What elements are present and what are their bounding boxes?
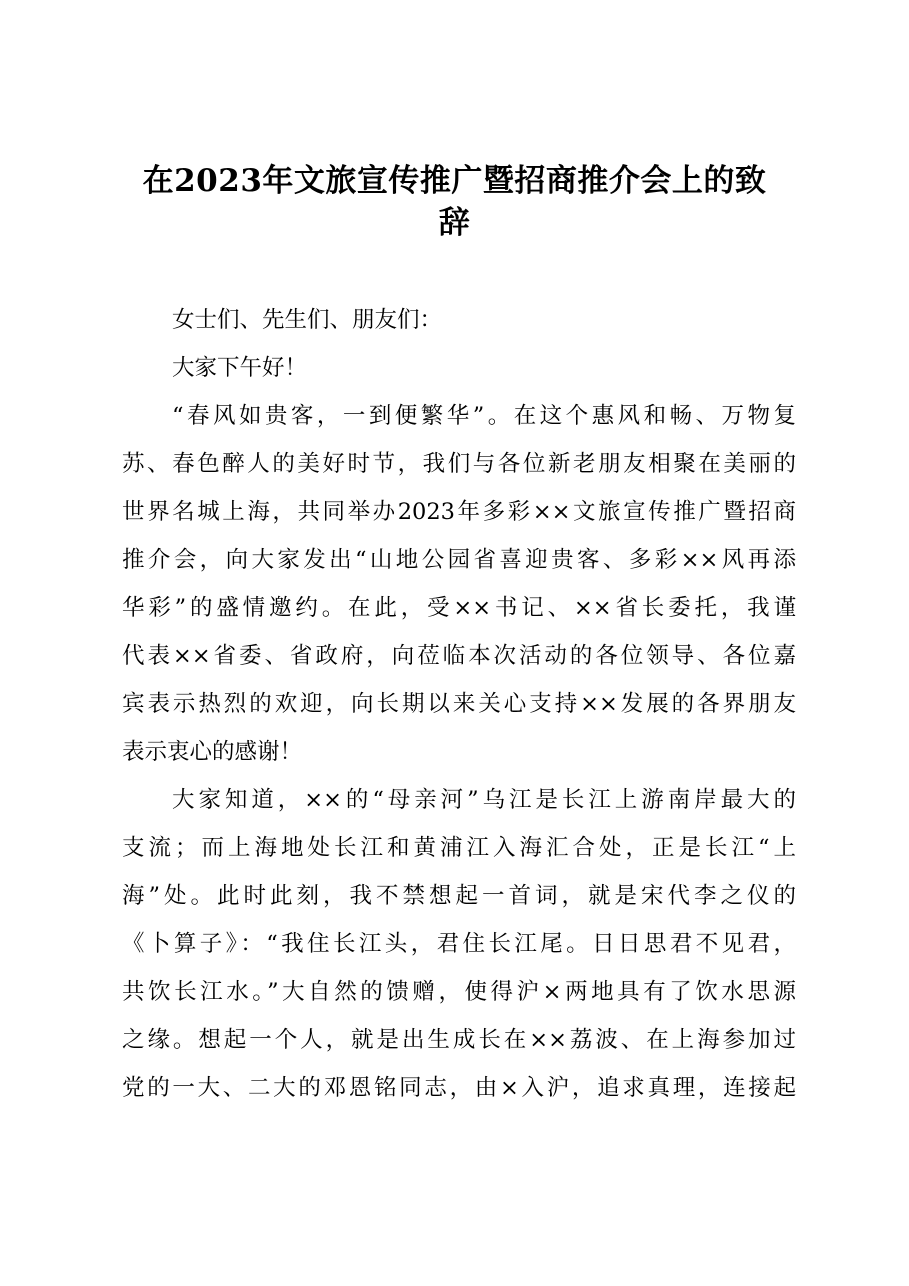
- paragraph-greeting: [122, 344, 796, 392]
- paragraph-line: 华彩”的盛情邀约。在此，受××书记、××省长委托，我谨: [122, 595, 796, 621]
- paragraph-line: 《卜算子》：“我住长江头，君住长江尾。日日思君不见君，: [122, 931, 796, 957]
- paragraph-line: 共饮长江水。”大自然的馈赠，使得沪×两地具有了饮水思源: [122, 979, 796, 1005]
- paragraph-line: 世界名城上海，共同举办2023年多彩××文旅宣传推广暨招商: [122, 499, 796, 525]
- paragraph-line: 之缘。想起一个人，就是出生成长在××荔波、在上海参加过: [122, 1027, 796, 1053]
- paragraph-line: 宾表示热烈的欢迎，向长期以来关心支持××发展的各界朋友: [122, 691, 796, 717]
- paragraph-line: 支流；而上海地处长江和黄浦江入海汇合处，正是长江“上: [122, 835, 796, 861]
- paragraph-line: 代表××省委、省政府，向莅临本次活动的各位领导、各位嘉: [122, 643, 796, 669]
- paragraph-line: 海”处。此时此刻，我不禁想起一首词，就是宋代李之仪的: [122, 883, 796, 909]
- paragraph-line: 党的一大、二大的邓恩铭同志，由×入沪，追求真理，连接起: [122, 1075, 796, 1101]
- document-title: [100, 160, 809, 244]
- title-line-1: 在2023年文旅宣传推广暨招商推介会上的致: [142, 163, 767, 199]
- title-line-2: 辞: [438, 205, 471, 241]
- paragraph-salutation: [122, 296, 796, 344]
- paragraph-line: 大家下午好！: [172, 355, 308, 381]
- paragraph-welcome: [122, 392, 796, 776]
- paragraph-line: 女士们、先生们、朋友们：: [172, 307, 443, 333]
- paragraph-line: “春风如贵客，一到便繁华”。在这个惠风和畅、万物复: [172, 403, 796, 429]
- paragraph-line: 大家知道，××的“母亲河”乌江是长江上游南岸最大的: [172, 787, 796, 813]
- paragraph-yangtze: [122, 776, 796, 1112]
- paragraph-line: 表示衷心的感谢！: [122, 739, 303, 765]
- paragraph-line: 苏、春色醉人的美好时节，我们与各位新老朋友相聚在美丽的: [122, 451, 796, 477]
- document-body: [122, 296, 796, 1112]
- paragraph-line: 推介会，向大家发出“山地公园省喜迎贵客、多彩××风再添: [122, 547, 796, 573]
